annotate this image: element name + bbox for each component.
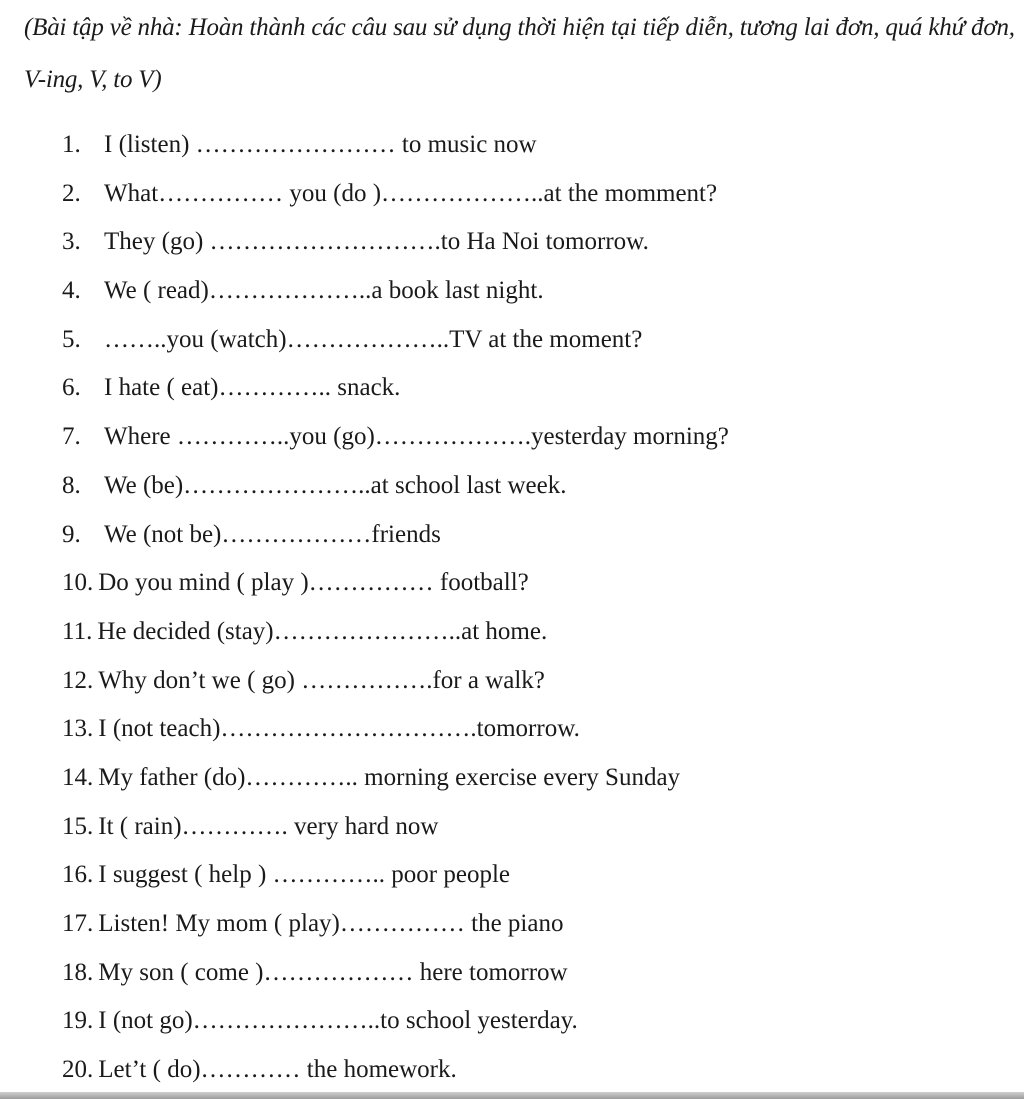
exercise-sentence: Do you mind ( play )…………… football?: [98, 569, 529, 597]
exercise-item: [62, 364, 729, 413]
exercise-number: 13.: [62, 715, 94, 743]
exercise-sentence: He decided (stay)…………………..at home.: [97, 617, 548, 645]
exercise-item: [62, 608, 729, 657]
exercise-list: [62, 121, 729, 1095]
exercise-item: [62, 900, 729, 949]
exercise-sentence: We ( read)………………..a book last night.: [104, 277, 544, 305]
exercise-item: [62, 121, 729, 170]
exercise-item: [62, 851, 729, 900]
exercise-item: [62, 267, 729, 316]
exercise-sentence: We (not be)………………friends: [104, 520, 441, 548]
exercise-number: 8.: [62, 471, 81, 499]
exercise-item: [62, 511, 729, 560]
exercise-number: 9.: [62, 520, 81, 548]
exercise-item: [62, 413, 729, 462]
exercise-item: [62, 218, 729, 267]
exercise-sentence: Let’t ( do)………… the homework.: [98, 1056, 457, 1084]
exercise-number: 12.: [62, 666, 94, 694]
exercise-sentence: We (be)…………………..at school last week.: [104, 471, 567, 499]
exercise-item: [62, 462, 729, 511]
exercise-item: [62, 949, 729, 998]
exercise-item: [62, 657, 729, 706]
exercise-sentence: What…………… you (do )………………..at the momment?: [104, 179, 718, 207]
exercise-item: [62, 803, 729, 852]
exercise-sentence: Where …………..you (go)……………….yesterday morning?: [104, 423, 729, 451]
exercise-number: 14.: [62, 763, 94, 791]
exercise-sentence: Why don’t we ( go) …………….for a walk?: [98, 666, 545, 694]
exercise-sentence: I (not go)…………………..to school yesterday.: [98, 1007, 578, 1035]
exercise-item: [62, 754, 729, 803]
exercise-number: 19.: [62, 1007, 94, 1035]
bottom-divider: [0, 1092, 1024, 1099]
exercise-sentence: My father (do)………….. morning exercise every Sunday: [98, 763, 681, 791]
exercise-number: 1.: [62, 131, 81, 158]
exercise-number: 18.: [62, 958, 94, 986]
exercise-sentence: My son ( come )……………… here tomorrow: [98, 958, 568, 986]
exercise-item: [62, 316, 729, 365]
exercise-number: 7.: [62, 423, 81, 451]
exercise-item: [62, 997, 729, 1046]
exercise-sentence: ……..you (watch)………………..TV at the moment?: [104, 325, 643, 353]
exercise-sentence: Listen! My mom ( play)…………… the piano: [98, 910, 564, 937]
exercise-sentence: I (not teach)………………………….tomorrow.: [98, 715, 580, 743]
exercise-number: 15.: [62, 812, 94, 840]
exercise-sentence: I suggest ( help ) ………….. poor people: [98, 861, 510, 889]
exercise-sentence: I (listen) …………………… to music now: [104, 131, 537, 158]
instructions-text: (Bài tập về nhà: Hoàn thành các câu sau sử dụng thời hiện tại tiếp diễn, tương lai đơn, quá khứ đơn, V-ing, V, to V): [24, 14, 1015, 93]
exercise-sentence: I hate ( eat)………….. snack.: [104, 374, 401, 402]
exercise-number: 3.: [62, 228, 81, 256]
exercise-number: 10.: [62, 569, 94, 597]
exercise-item: [62, 705, 729, 754]
exercise-number: 11.: [62, 617, 93, 645]
exercise-number: 20.: [62, 1056, 94, 1084]
exercise-number: 2.: [62, 179, 81, 207]
exercise-item: [62, 559, 729, 608]
exercise-number: 17.: [62, 910, 94, 937]
exercise-sentence: It ( rain)…………. very hard now: [98, 812, 439, 840]
exercise-number: 6.: [62, 374, 81, 402]
exercise-number: 5.: [62, 325, 81, 353]
exercise-number: 16.: [62, 861, 94, 889]
exercise-item: [62, 170, 729, 219]
exercise-number: 4.: [62, 277, 81, 305]
exercise-sentence: They (go) ……………………….to Ha Noi tomorrow.: [104, 228, 649, 256]
exercise-item: [62, 1046, 729, 1095]
